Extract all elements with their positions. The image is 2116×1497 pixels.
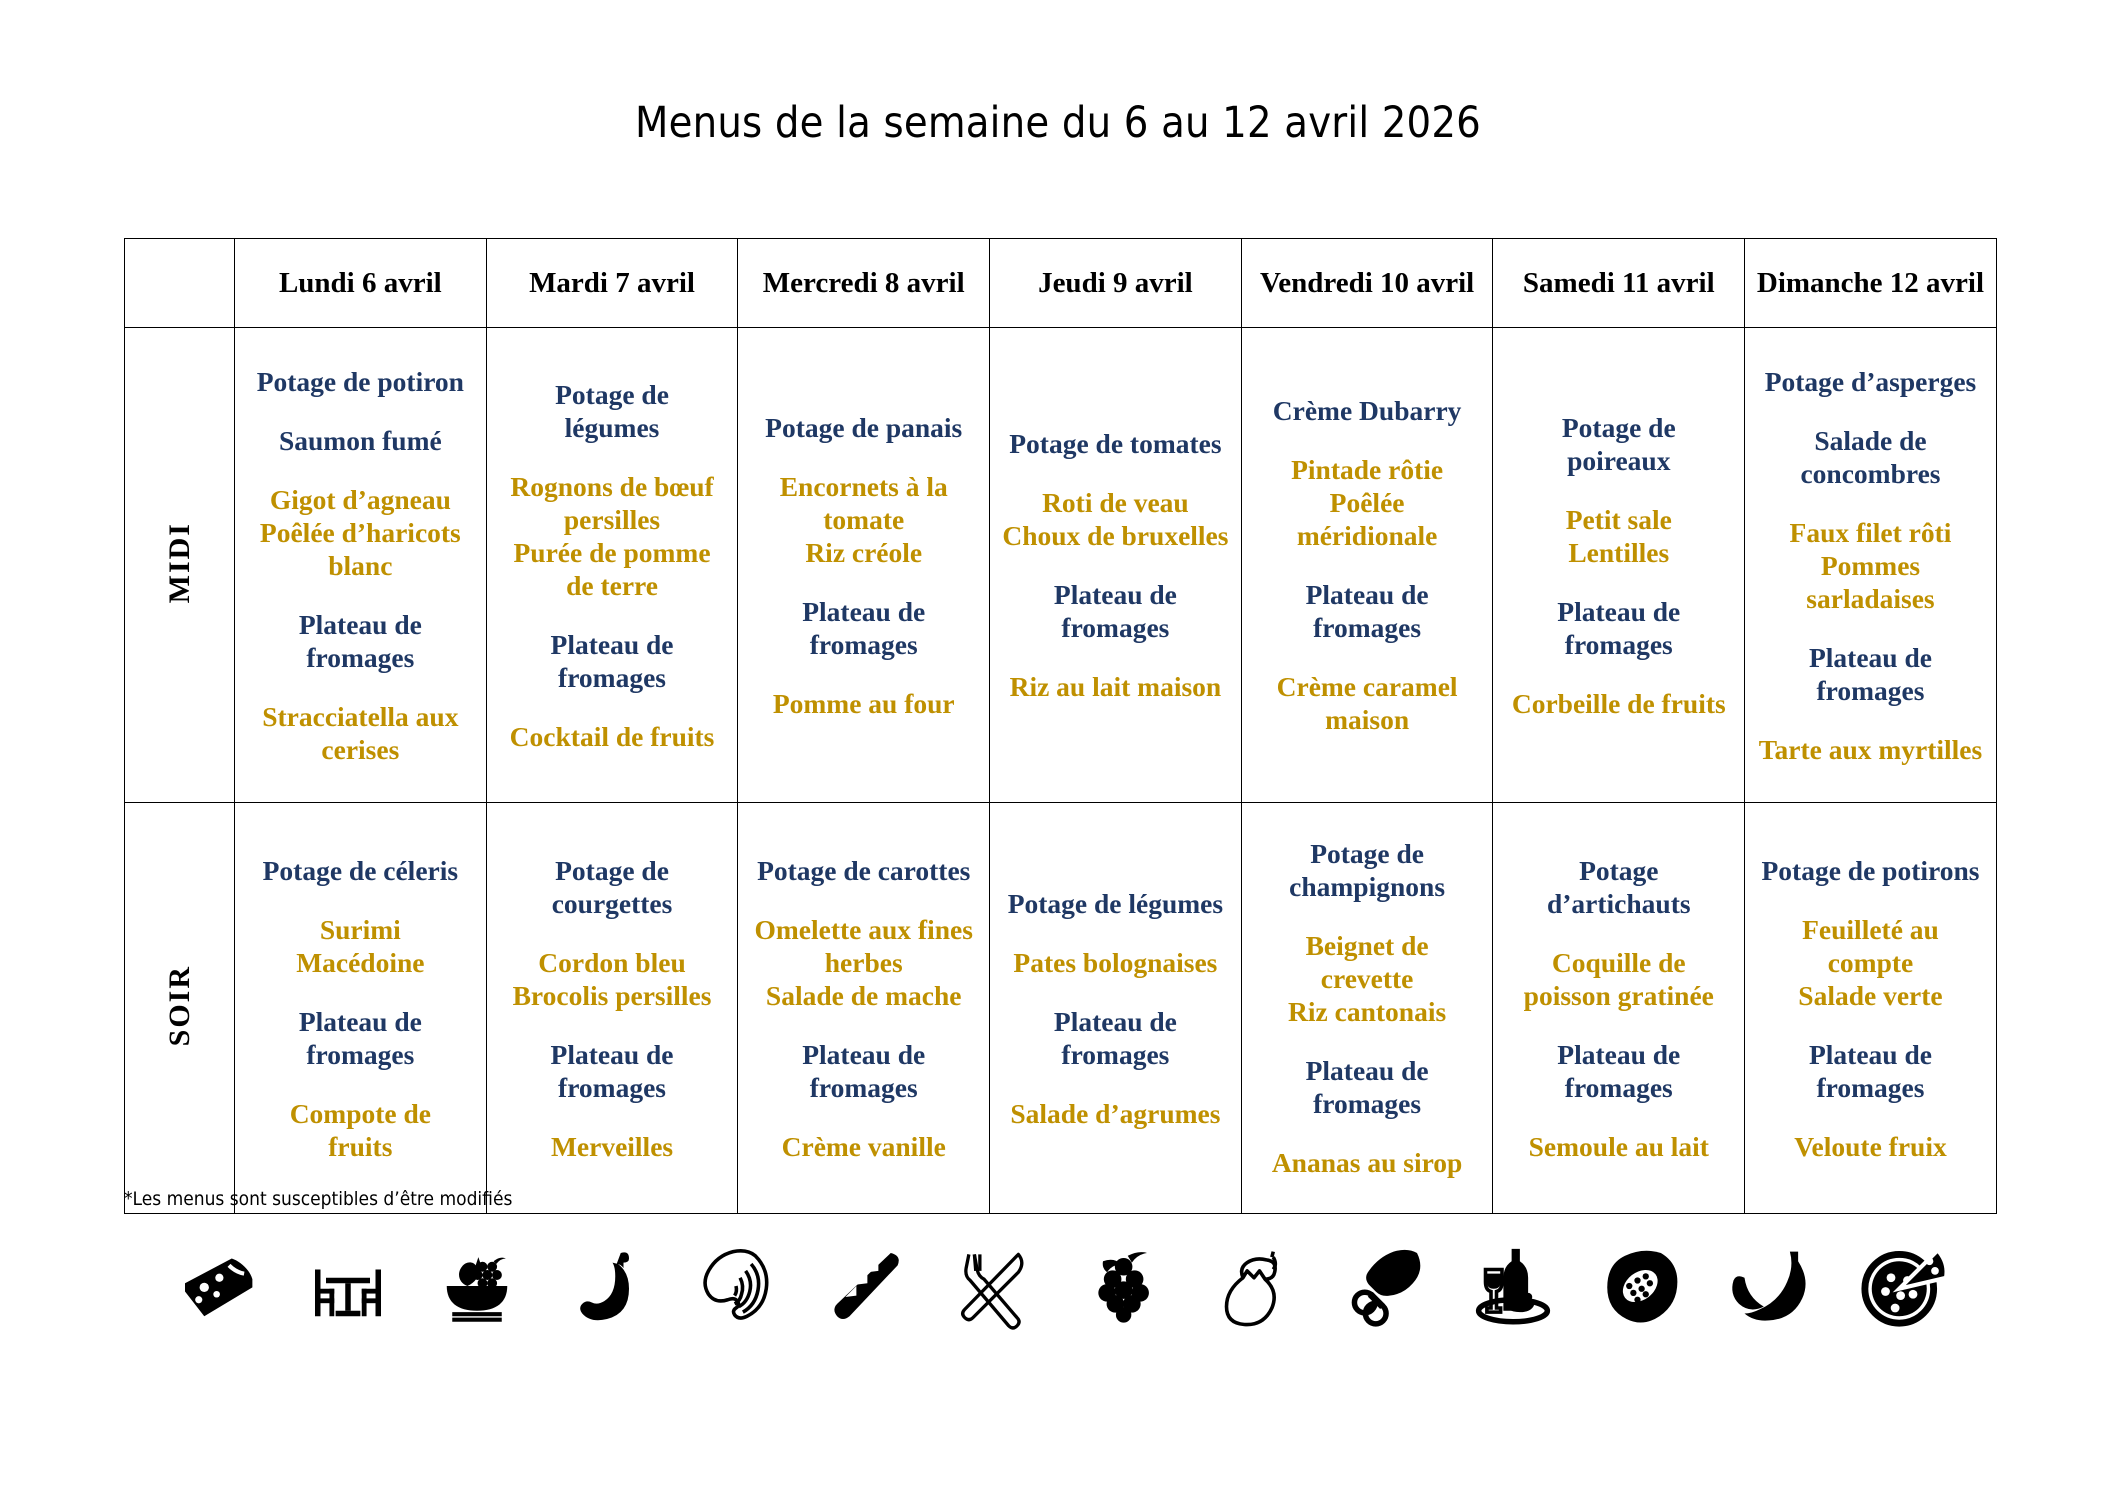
menu-course-line: Potage de [1561,411,1676,443]
table-body [125,328,1997,1214]
menu-course-line: fruits [328,1130,393,1162]
menu-course [551,1130,673,1163]
menu-course-line: fromages [1061,612,1170,643]
menu-course-line: fromages [306,1038,415,1070]
menu-cell-soir-lundi [235,803,487,1214]
menu-course-line: Feuilleté au [1802,913,1939,945]
menu-course-line: d’artichauts [1546,887,1691,919]
menu-course-line: Faux filet rôti [1789,516,1952,548]
menu-course-line: Poêlée d’haricots [259,516,461,548]
menu-course-line: Ananas au sirop [1271,1147,1463,1178]
course-list [1745,365,1996,766]
menu-course [802,1038,925,1104]
menu-cell-soir-dimanche [1745,803,1997,1214]
menu-course-line: Stracciatella aux [262,700,459,732]
footnote-disclaimer: *Les menus sont susceptibles d’être modifiés [124,1188,513,1210]
table-and-chairs-icon [302,1240,394,1332]
menu-course-line: Riz au lait maison [1009,671,1222,702]
course-list [1242,394,1493,736]
menu-course-line: Plateau de [550,1038,674,1070]
food-icon-strip [124,1240,1996,1332]
menu-cell-midi-vendredi [1241,328,1493,803]
menu-course-line: sarladaises [1806,582,1935,614]
menu-course [1547,854,1691,920]
menu-course-line: fromages [1564,1071,1673,1103]
row-label-midi: MIDI [162,521,196,604]
course-list [235,854,486,1163]
menu-course [1809,1038,1932,1104]
menu-course-line: Plateau de [1305,1055,1429,1086]
menu-course [1054,578,1177,644]
menu-cell-soir-jeudi [990,803,1242,1214]
menu-course [1002,486,1228,552]
menu-course-line: Surimi [319,913,401,945]
menu-course [299,1005,422,1071]
menu-course-line: Plateau de [1305,579,1429,610]
menu-cell-midi-dimanche [1745,328,1997,803]
menu-course-line: Potage de carottes [757,854,971,886]
menu-course-line: Plateau de [550,628,674,660]
menu-course-line: Saumon fumé [278,424,442,456]
menu-course [296,913,424,979]
menu-course [510,470,713,602]
menu-course [1512,687,1726,720]
menu-course-line: Pomme au four [772,687,955,719]
menu-course-line: Omelette aux fines [754,913,973,945]
menu-course-line: crevette [1320,963,1414,994]
menu-course [555,378,669,444]
menu-course [782,1130,946,1163]
menu-course [1809,641,1932,707]
menu-course-line: Corbeille de fruits [1511,687,1726,719]
menu-cell-midi-mardi [486,328,738,803]
menu-course-line: Salade verte [1798,979,1943,1011]
menu-course-line: méridionale [1296,520,1438,551]
course-list [990,887,1241,1130]
menu-course-line: Salade de [1814,424,1927,456]
menu-course [1529,1130,1709,1163]
menu-course-line: persilles [563,503,661,535]
menu-course [551,628,674,694]
menu-course-line: maison [1325,704,1410,735]
menu-course [257,365,464,398]
menu-course-line: compte [1827,946,1914,978]
menu-course [1306,578,1429,644]
chili-pepper-icon [561,1240,653,1332]
menu-course [1009,427,1221,460]
day-header-jeudi: Jeudi 9 avril [990,239,1242,328]
menu-course [1291,453,1443,552]
menu-course [260,483,461,582]
day-header-samedi: Samedi 11 avril [1493,239,1745,328]
menu-cell-soir-mercredi [738,803,990,1214]
menu-course [262,700,458,766]
table-row-midi [125,328,1997,803]
page-title: Menus de la semaine du 6 au 12 avril 2026 [635,98,1481,148]
menu-course-line: fromages [306,641,415,673]
menu-course-line: de terre [566,569,658,601]
menu-course-line: Semoule au lait [1528,1130,1709,1162]
menu-course-line: Rognons de bœuf [510,470,714,502]
menu-course-line: Potage de potiron [256,365,464,397]
menu-course-line: Pates bolognaises [1013,946,1218,978]
menu-course [780,470,948,569]
menu-course [1272,1146,1463,1179]
menu-course-line: Cordon bleu [538,946,686,978]
menu-course-line: Purée de pomme [513,536,711,568]
menu-course [1277,670,1458,736]
menu-cell-midi-lundi [235,328,487,803]
menu-course-line: courgettes [551,887,673,919]
pizza-icon [1856,1240,1948,1332]
menu-course-line: fromages [1564,628,1673,660]
menu-course-line: champignons [1289,871,1446,902]
menu-course [1761,854,1979,887]
menu-course [757,854,970,887]
menu-course-line: Crème caramel [1276,671,1458,702]
menu-course [1010,670,1222,703]
menu-course-line: Plateau de [802,1038,926,1070]
day-header-vendredi: Vendredi 10 avril [1241,239,1493,328]
menu-course-line: Petit sale [1565,503,1672,535]
menu-course-line: Gigot d’agneau [269,483,451,515]
eggplant-icon [1208,1240,1300,1332]
menu-course-line: Riz cantonais [1288,996,1447,1027]
menu-course [1765,365,1977,398]
menu-course-line: Beignet de [1305,930,1429,961]
menu-course-line: Crème vanille [781,1130,946,1162]
course-list [1493,411,1744,720]
grapes-icon [1079,1240,1171,1332]
course-list [990,427,1241,703]
menu-course-line: Plateau de [1053,1005,1177,1037]
papaya-half-icon [1597,1240,1689,1332]
menu-course-line: Plateau de [1808,641,1932,673]
menu-course [1289,837,1445,903]
menu-course-line: Poêlée [1329,487,1405,518]
day-header-dimanche: Dimanche 12 avril [1745,239,1997,328]
menu-cell-midi-samedi [1493,328,1745,803]
table-header [125,239,1997,328]
fork-and-knife-icon [949,1240,1041,1332]
menu-course [765,411,962,444]
fruit-bowl-icon [431,1240,523,1332]
menu-course-line: Plateau de [1808,1038,1932,1070]
menu-course [1273,394,1462,427]
row-label-cell-midi [125,328,235,803]
menu-course [1306,1054,1429,1120]
day-header-mercredi: Mercredi 8 avril [738,239,990,328]
day-header-mardi: Mardi 7 avril [486,239,738,328]
menu-course-line: Potage de légumes [1007,887,1224,919]
menu-course-line: Plateau de [298,608,422,640]
menu-course [263,854,458,887]
menu-course-line: Plateau de [1053,579,1177,610]
day-header-lundi: Lundi 6 avril [235,239,487,328]
cheese-wedge-icon [172,1240,264,1332]
menu-course-line: Potage d’asperges [1764,365,1977,397]
menu-course-line: tomate [823,503,905,535]
menu-course-line: Potage de [555,854,669,886]
menu-course-line: fromages [1816,1071,1925,1103]
course-list [1745,854,1996,1163]
menu-cell-soir-vendredi [1241,803,1493,1214]
menu-course-line: Plateau de [1557,595,1681,627]
menu-course [1557,1038,1680,1104]
menu-course [755,913,973,1012]
menu-course [802,595,925,661]
menu-course-line: Plateau de [1557,1038,1681,1070]
onion-slice-icon [690,1240,782,1332]
menu-course [1759,733,1983,766]
menu-course [279,424,442,457]
menu-cell-soir-mardi [486,803,738,1214]
menu-course-line: Encornets à la [779,470,948,502]
menu-course-line: concombres [1800,457,1941,489]
menu-course-line: Potage de potirons [1761,854,1980,886]
menu-course-line: Potage de tomates [1009,428,1222,459]
menu-course-line: Potage de [555,378,669,410]
menu-course-line: herbes [824,946,903,978]
menu-course-line: Crème Dubarry [1272,395,1462,426]
menu-course-line: Plateau de [802,595,926,627]
menu-cell-soir-samedi [1493,803,1745,1214]
menu-course-line: Riz créole [805,536,923,568]
menu-cell-midi-mercredi [738,328,990,803]
menu-course [1798,913,1942,1012]
menu-course [1010,1097,1220,1130]
menu-course [551,1038,674,1104]
wine-bottle-and-glass-icon [1467,1240,1559,1332]
table-header-row [125,239,1997,328]
menu-course [1054,1005,1177,1071]
menu-course-line: fromages [809,1071,918,1103]
menu-course-line: fromages [558,661,666,693]
menu-course-line: fromages [1313,612,1422,643]
menu-course [299,608,422,674]
menu-course-line: fromages [1816,674,1925,706]
menu-course [1562,411,1676,477]
course-list [1242,837,1493,1179]
menu-course-line: légumes [564,411,660,443]
menu-course-line: Potage de [1310,838,1424,869]
menu-course-line: fromages [1061,1038,1170,1070]
menu-course [1800,424,1940,490]
course-list [1493,854,1744,1163]
menu-course [1557,595,1680,661]
menu-course [773,687,955,720]
menu-course [510,720,715,753]
menu-course-line: Salade de mache [765,979,962,1011]
course-list [235,365,486,766]
course-list [487,854,738,1163]
menu-course [1008,887,1223,920]
menu-course [1790,516,1952,615]
menu-course [552,854,673,920]
table-row-soir [125,803,1997,1214]
menu-course-line: Choux de bruxelles [1002,520,1229,551]
menu-course-line: blanc [328,549,393,581]
menu-course [1288,929,1446,1028]
menu-course [1566,503,1672,569]
menu-course-line: poireaux [1567,444,1671,476]
bananas-icon [1726,1240,1818,1332]
menu-course-line: fromages [558,1071,666,1103]
row-label-soir: SOIR [162,964,196,1047]
menu-course-line: Compote de [289,1097,431,1129]
weekly-menu-table [124,238,1997,1214]
menu-course-line: Plateau de [298,1005,422,1037]
course-list [738,411,989,720]
menu-course-line: fromages [809,628,918,660]
menu-course-line: Roti de veau [1042,487,1189,518]
menu-course [1794,1130,1947,1163]
menu-course-line: Cocktail de fruits [509,720,715,752]
menu-course [513,946,712,1012]
menu-course [290,1097,431,1163]
menu-course-line: fromages [1313,1088,1422,1119]
menu-course-line: Coquille de [1551,946,1686,978]
menu-course-line: Merveilles [550,1130,674,1162]
menu-course-line: Macédoine [296,946,425,978]
menu-course-line: Pintade rôtie [1291,454,1444,485]
chicken-drumstick-icon [1338,1240,1430,1332]
course-list [487,378,738,753]
menu-cell-midi-jeudi [990,328,1242,803]
menu-course-line: Potage [1579,854,1659,886]
menu-course-line: cerises [321,733,400,765]
menu-course-line: Potage de céleris [262,854,459,886]
corner-header-cell [125,239,235,328]
menu-course-line: Lentilles [1568,536,1670,568]
menu-course-line: Veloute fruix [1794,1130,1947,1162]
menu-course-line: Salade d’agrumes [1010,1097,1221,1129]
menu-course-line: Tarte aux myrtilles [1758,733,1983,765]
menu-course-line: Brocolis persilles [512,979,712,1011]
menu-course [1013,946,1217,979]
menu-course-line: Potage de panais [765,411,963,443]
menu-course [1524,946,1714,1012]
row-label-cell-soir [125,803,235,1214]
course-list [738,854,989,1163]
baguette-icon [820,1240,912,1332]
menu-course-line: poisson gratinée [1523,979,1714,1011]
menu-course-line: Pommes [1820,549,1921,581]
